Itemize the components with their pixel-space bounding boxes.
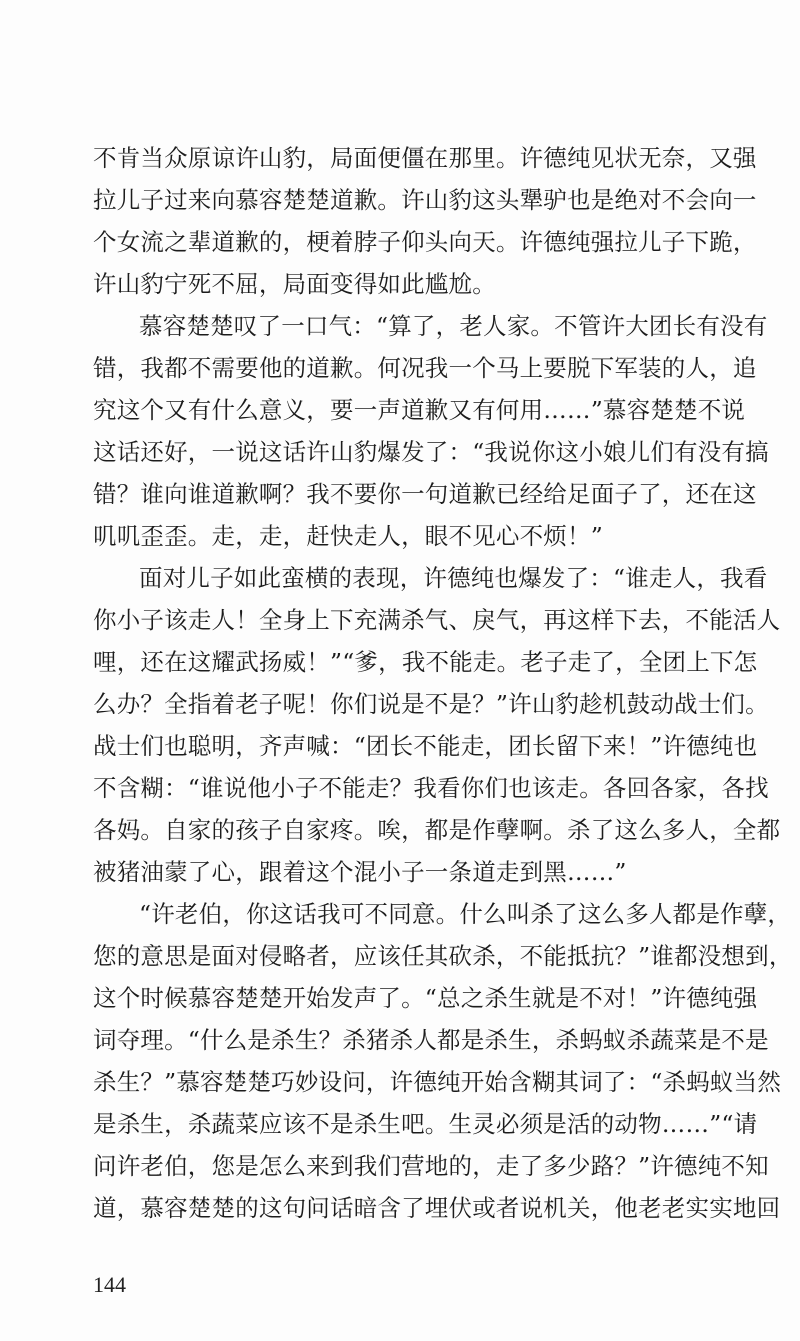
text-line: 究这个又有什么意义，要一声道歉又有何用……”慕容楚楚不说 — [93, 396, 746, 424]
text-line: 这话还好，一说这话许山豹爆发了：“我说你这小娘儿们有没有搞 — [93, 438, 769, 466]
text-line: 不含糊：“谁说他小子不能走？我看你们也该走。各回各家，各找 — [93, 774, 769, 802]
text-line: 叽叽歪歪。走，走，赶快走人，眼不见心不烦！” — [93, 522, 603, 550]
text-line: 各妈。自家的孩子自家疼。唉，都是作孽啊。杀了这么多人，全都 — [93, 816, 781, 844]
text-line: 词夺理。“什么是杀生？杀猪杀人都是杀生，杀蚂蚁杀蔬菜是不是 — [93, 1026, 769, 1054]
text-line: 错？谁向谁道歉啊？我不要你一句道歉已经给足面子了，还在这 — [93, 480, 757, 508]
text-line: 拉儿子过来向慕容楚楚道歉。许山豹这头犟驴也是绝对不会向一 — [93, 186, 757, 214]
text-line: 哩，还在这耀武扬威！”“爹，我不能走。老子走了，全团上下怎 — [93, 648, 758, 676]
text-line: “许老伯，你这话我可不同意。什么叫杀了这么多人都是作孽， — [139, 900, 792, 928]
text-line: 面对儿子如此蛮横的表现，许德纯也爆发了：“谁走人，我看 — [139, 564, 768, 592]
text-line: 您的意思是面对侵略者，应该任其砍杀，不能抵抗？”谁都没想到， — [93, 942, 793, 970]
text-line: 问许老伯，您是怎么来到我们营地的，走了多少路？”许德纯不知 — [93, 1152, 769, 1180]
text-line: 这个时候慕容楚楚开始发声了。“总之杀生就是不对！”许德纯强 — [93, 984, 758, 1012]
text-line: 慕容楚楚叹了一口气：“算了，老人家。不管许大团长有没有 — [139, 312, 768, 340]
text-line: 个女流之辈道歉的，梗着脖子仰头向天。许德纯强拉儿子下跪， — [93, 228, 757, 256]
text-line: 战士们也聪明，齐声喊：“团长不能走，团长留下来！”许德纯也 — [93, 732, 758, 760]
text-line: 你小子该走人！全身上下充满杀气、戾气，再这样下去，不能活人 — [93, 606, 781, 634]
text-line: 么办？全指着老子呢！你们说是不是？”许山豹趁机鼓动战士们。 — [93, 690, 769, 718]
text-line: 道，慕容楚楚的这句问话暗含了埋伏或者说机关，他老老实实地回 — [93, 1194, 781, 1222]
text-line: 不肯当众原谅许山豹，局面便僵在那里。许德纯见状无奈，又强 — [93, 144, 757, 172]
text-line: 错，我都不需要他的道歉。何况我一个马上要脱下军装的人，追 — [93, 354, 757, 382]
text-line: 被猪油蒙了心，跟着这个混小子一条道走到黑……” — [93, 858, 627, 886]
page-number: 144 — [93, 1272, 126, 1297]
text-line: 许山豹宁死不屈，局面变得如此尴尬。 — [93, 270, 496, 298]
text-line: 是杀生，杀蔬菜应该不是杀生吧。生灵必须是活的动物……”“请 — [93, 1110, 758, 1138]
text-line: 杀生？”慕容楚楚巧妙设问，许德纯开始含糊其词了：“杀蚂蚁当然 — [93, 1068, 782, 1096]
